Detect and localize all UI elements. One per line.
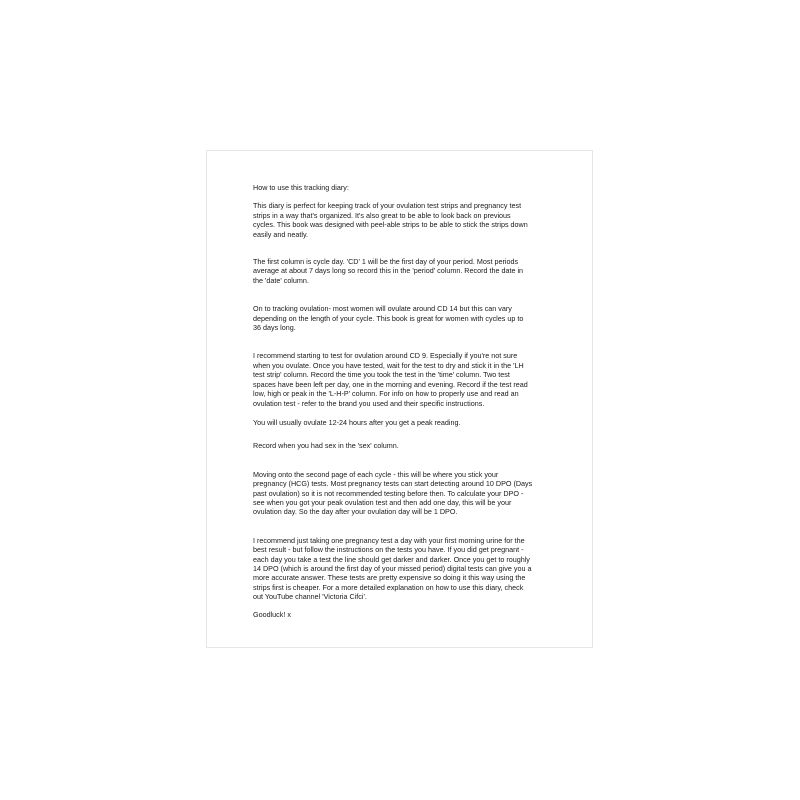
signoff: Goodluck! x — [253, 609, 291, 619]
page-content — [253, 183, 563, 619]
paragraph-morning-test: I recommend just taking one pregnancy test a day with your first morning urine for the best result - but follow the instructions on the tests you have. If you did get pregnant - each day you take a test the line should get darker and darker. Once you get to roughly 14 DPO (which is around the first day of your missed period) digital tests can give you a more accurate answer. These tests are pretty expensive so doing it this way using the strips first is cheaper. For a more detailed explanation on how to use this diary, check out YouTube channel 'Victoria Cifci'. — [253, 535, 532, 602]
paragraph-first-column: The first column is cycle day. 'CD' 1 will be the first day of your period. Most periods average at about 7 days long so record this in the 'period' column. Record the date in the 'date' column. — [253, 257, 524, 285]
paragraph-testing: I recommend starting to test for ovulation around CD 9. Especially if you're not sure when you ovulate. Once you have tested, wait for the test to dry and stick it in the 'LH test strip' column. Record the time you took the test in the 'time' column. Two test spaces have been left per day, one in the morning and evening. Record if the test read low, high or peak in the 'L-H-P' column. For info on how to properly use and read an ovulation test - refer to the brand you used and their specific instructions. — [253, 351, 528, 408]
diary-page — [206, 150, 593, 648]
paragraph-ovulation: On to tracking ovulation- most women will ovulate around CD 14 but this can vary depending on the length of your cycle. This book is great for women with cycles up to 36 days long. — [253, 304, 524, 333]
paragraph-sex-column: Record when you had sex in the 'sex' column. — [253, 441, 399, 451]
paragraph-peak-reading: You will usually ovulate 12-24 hours after you get a peak reading. — [253, 417, 461, 427]
paragraph-pregnancy-tests: Moving onto the second page of each cycle - this will be where you stick your pregnancy (HCG) tests. Most pregnancy tests can start detecting around 10 DPO (Days past ovulation) so it is not recommended testing before then. To calculate your DPO - see when you got your peak ovulation test and then add one day, this will be your ovulation day. So the day after your ovulation day will be 1 DPO. — [253, 469, 533, 517]
page-title: How to use this tracking diary: — [253, 183, 349, 192]
paragraph-intro: This diary is perfect for keeping track of your ovulation test strips and pregnancy test strips in a way that's organized. It's also great to be able to look back on previous cycles. This book was designed with peel-able strips to be able to stick the strips down easily and neatly. — [253, 201, 528, 239]
